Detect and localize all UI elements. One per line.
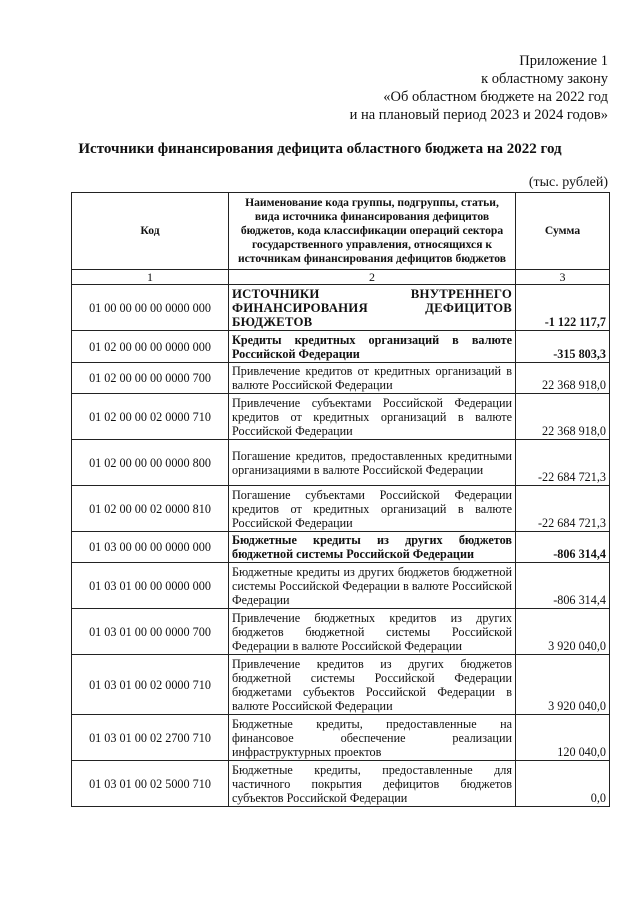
- row-name: Привлечение бюджетных кредитов из других бюджетов бюджетной системы Российской Федерации в валюте Российской Федерации: [229, 609, 516, 655]
- row-code: 01 03 01 00 02 5000 710: [72, 761, 229, 807]
- table-row: [72, 331, 610, 363]
- table-header-row: [72, 193, 610, 270]
- row-code: 01 03 01 00 02 0000 710: [72, 655, 229, 715]
- row-name: Бюджетные кредиты из других бюджетов бюджетной системы Российской Федерации в валюте Российской Федерации: [229, 563, 516, 609]
- header-sum: Сумма: [516, 193, 610, 270]
- row-name: Привлечение кредитов от кредитных организаций в валюте Российской Федерации: [229, 363, 516, 394]
- row-name: Кредиты кредитных организаций в валюте Российской Федерации: [229, 331, 516, 363]
- row-code: 01 02 00 00 02 0000 710: [72, 394, 229, 440]
- row-name: Бюджетные кредиты, предоставленные на финансовое обеспечение реализации инфраструктурных проектов: [229, 715, 516, 761]
- column-number-row: [72, 270, 610, 285]
- row-code: 01 02 00 00 00 0000 700: [72, 363, 229, 394]
- table-row: [72, 655, 610, 715]
- row-name: Привлечение кредитов из других бюджетов бюджетной системы Российской Федерации бюджетами субъектов Российской Федерации в валюте Российской Федерации: [229, 655, 516, 715]
- row-code: 01 00 00 00 00 0000 000: [72, 285, 229, 331]
- table-row: [72, 285, 610, 331]
- row-code: 01 02 00 00 00 0000 800: [72, 440, 229, 486]
- table-row: [72, 486, 610, 532]
- row-sum: -806 314,4: [516, 563, 610, 609]
- row-code: 01 03 01 00 00 0000 700: [72, 609, 229, 655]
- financing-sources-table: [71, 192, 610, 807]
- table-row: [72, 761, 610, 807]
- appendix-line-1: Приложение 1: [519, 53, 608, 69]
- table-row: [72, 715, 610, 761]
- row-name: Бюджетные кредиты, предоставленные для частичного покрытия дефицитов бюджетов субъектов Российской Федерации: [229, 761, 516, 807]
- document-title: Источники финансирования дефицита областного бюджета на 2022 год: [78, 141, 562, 157]
- row-code: 01 02 00 00 02 0000 810: [72, 486, 229, 532]
- table-row: [72, 563, 610, 609]
- row-name: Погашение субъектами Российской Федерации кредитов от кредитных организаций в валюте Российской Федерации: [229, 486, 516, 532]
- appendix-line-2: к областному закону: [481, 71, 608, 87]
- column-number: 1: [72, 270, 229, 285]
- table-row: [72, 609, 610, 655]
- column-number: 3: [516, 270, 610, 285]
- row-name: ИСТОЧНИКИ ВНУТРЕННЕГО ФИНАНСИРОВАНИЯ ДЕФИЦИТОВ БЮДЖЕТОВ: [229, 285, 516, 331]
- row-code: 01 03 00 00 00 0000 000: [72, 532, 229, 563]
- table-row: [72, 532, 610, 563]
- row-sum: 0,0: [516, 761, 610, 807]
- table-row: [72, 440, 610, 486]
- header-code: Код: [72, 193, 229, 270]
- row-sum: -806 314,4: [516, 532, 610, 563]
- units-label: (тыс. рублей): [528, 175, 608, 190]
- row-name: Погашение кредитов, предоставленных кредитными организациями в валюте Российской Федерации: [229, 440, 516, 486]
- row-sum: 3 920 040,0: [516, 609, 610, 655]
- row-sum: -22 684 721,3: [516, 486, 610, 532]
- appendix-line-3: «Об областном бюджете на 2022 год: [383, 89, 608, 105]
- row-sum: 22 368 918,0: [516, 363, 610, 394]
- row-sum: 22 368 918,0: [516, 394, 610, 440]
- table-row: [72, 394, 610, 440]
- header-name: Наименование кода группы, подгруппы, статьи, вида источника финансирования дефицитов бюджетов, кода классификации операций сектора государственного управления, относящихся к источникам финансирования дефицитов бюджетов: [229, 193, 516, 270]
- table-row: [72, 363, 610, 394]
- row-sum: 120 040,0: [516, 715, 610, 761]
- row-sum: -22 684 721,3: [516, 440, 610, 486]
- row-sum: 3 920 040,0: [516, 655, 610, 715]
- column-number: 2: [229, 270, 516, 285]
- row-sum: -1 122 117,7: [516, 285, 610, 331]
- row-name: Привлечение субъектами Российской Федерации кредитов от кредитных организаций в валюте Российской Федерации: [229, 394, 516, 440]
- row-name: Бюджетные кредиты из других бюджетов бюджетной системы Российской Федерации: [229, 532, 516, 563]
- appendix-line-4: и на плановый период 2023 и 2024 годов»: [349, 107, 608, 123]
- row-code: 01 03 01 00 00 0000 000: [72, 563, 229, 609]
- row-sum: -315 803,3: [516, 331, 610, 363]
- row-code: 01 02 00 00 00 0000 000: [72, 331, 229, 363]
- row-code: 01 03 01 00 02 2700 710: [72, 715, 229, 761]
- appendix-header: [350, 52, 608, 124]
